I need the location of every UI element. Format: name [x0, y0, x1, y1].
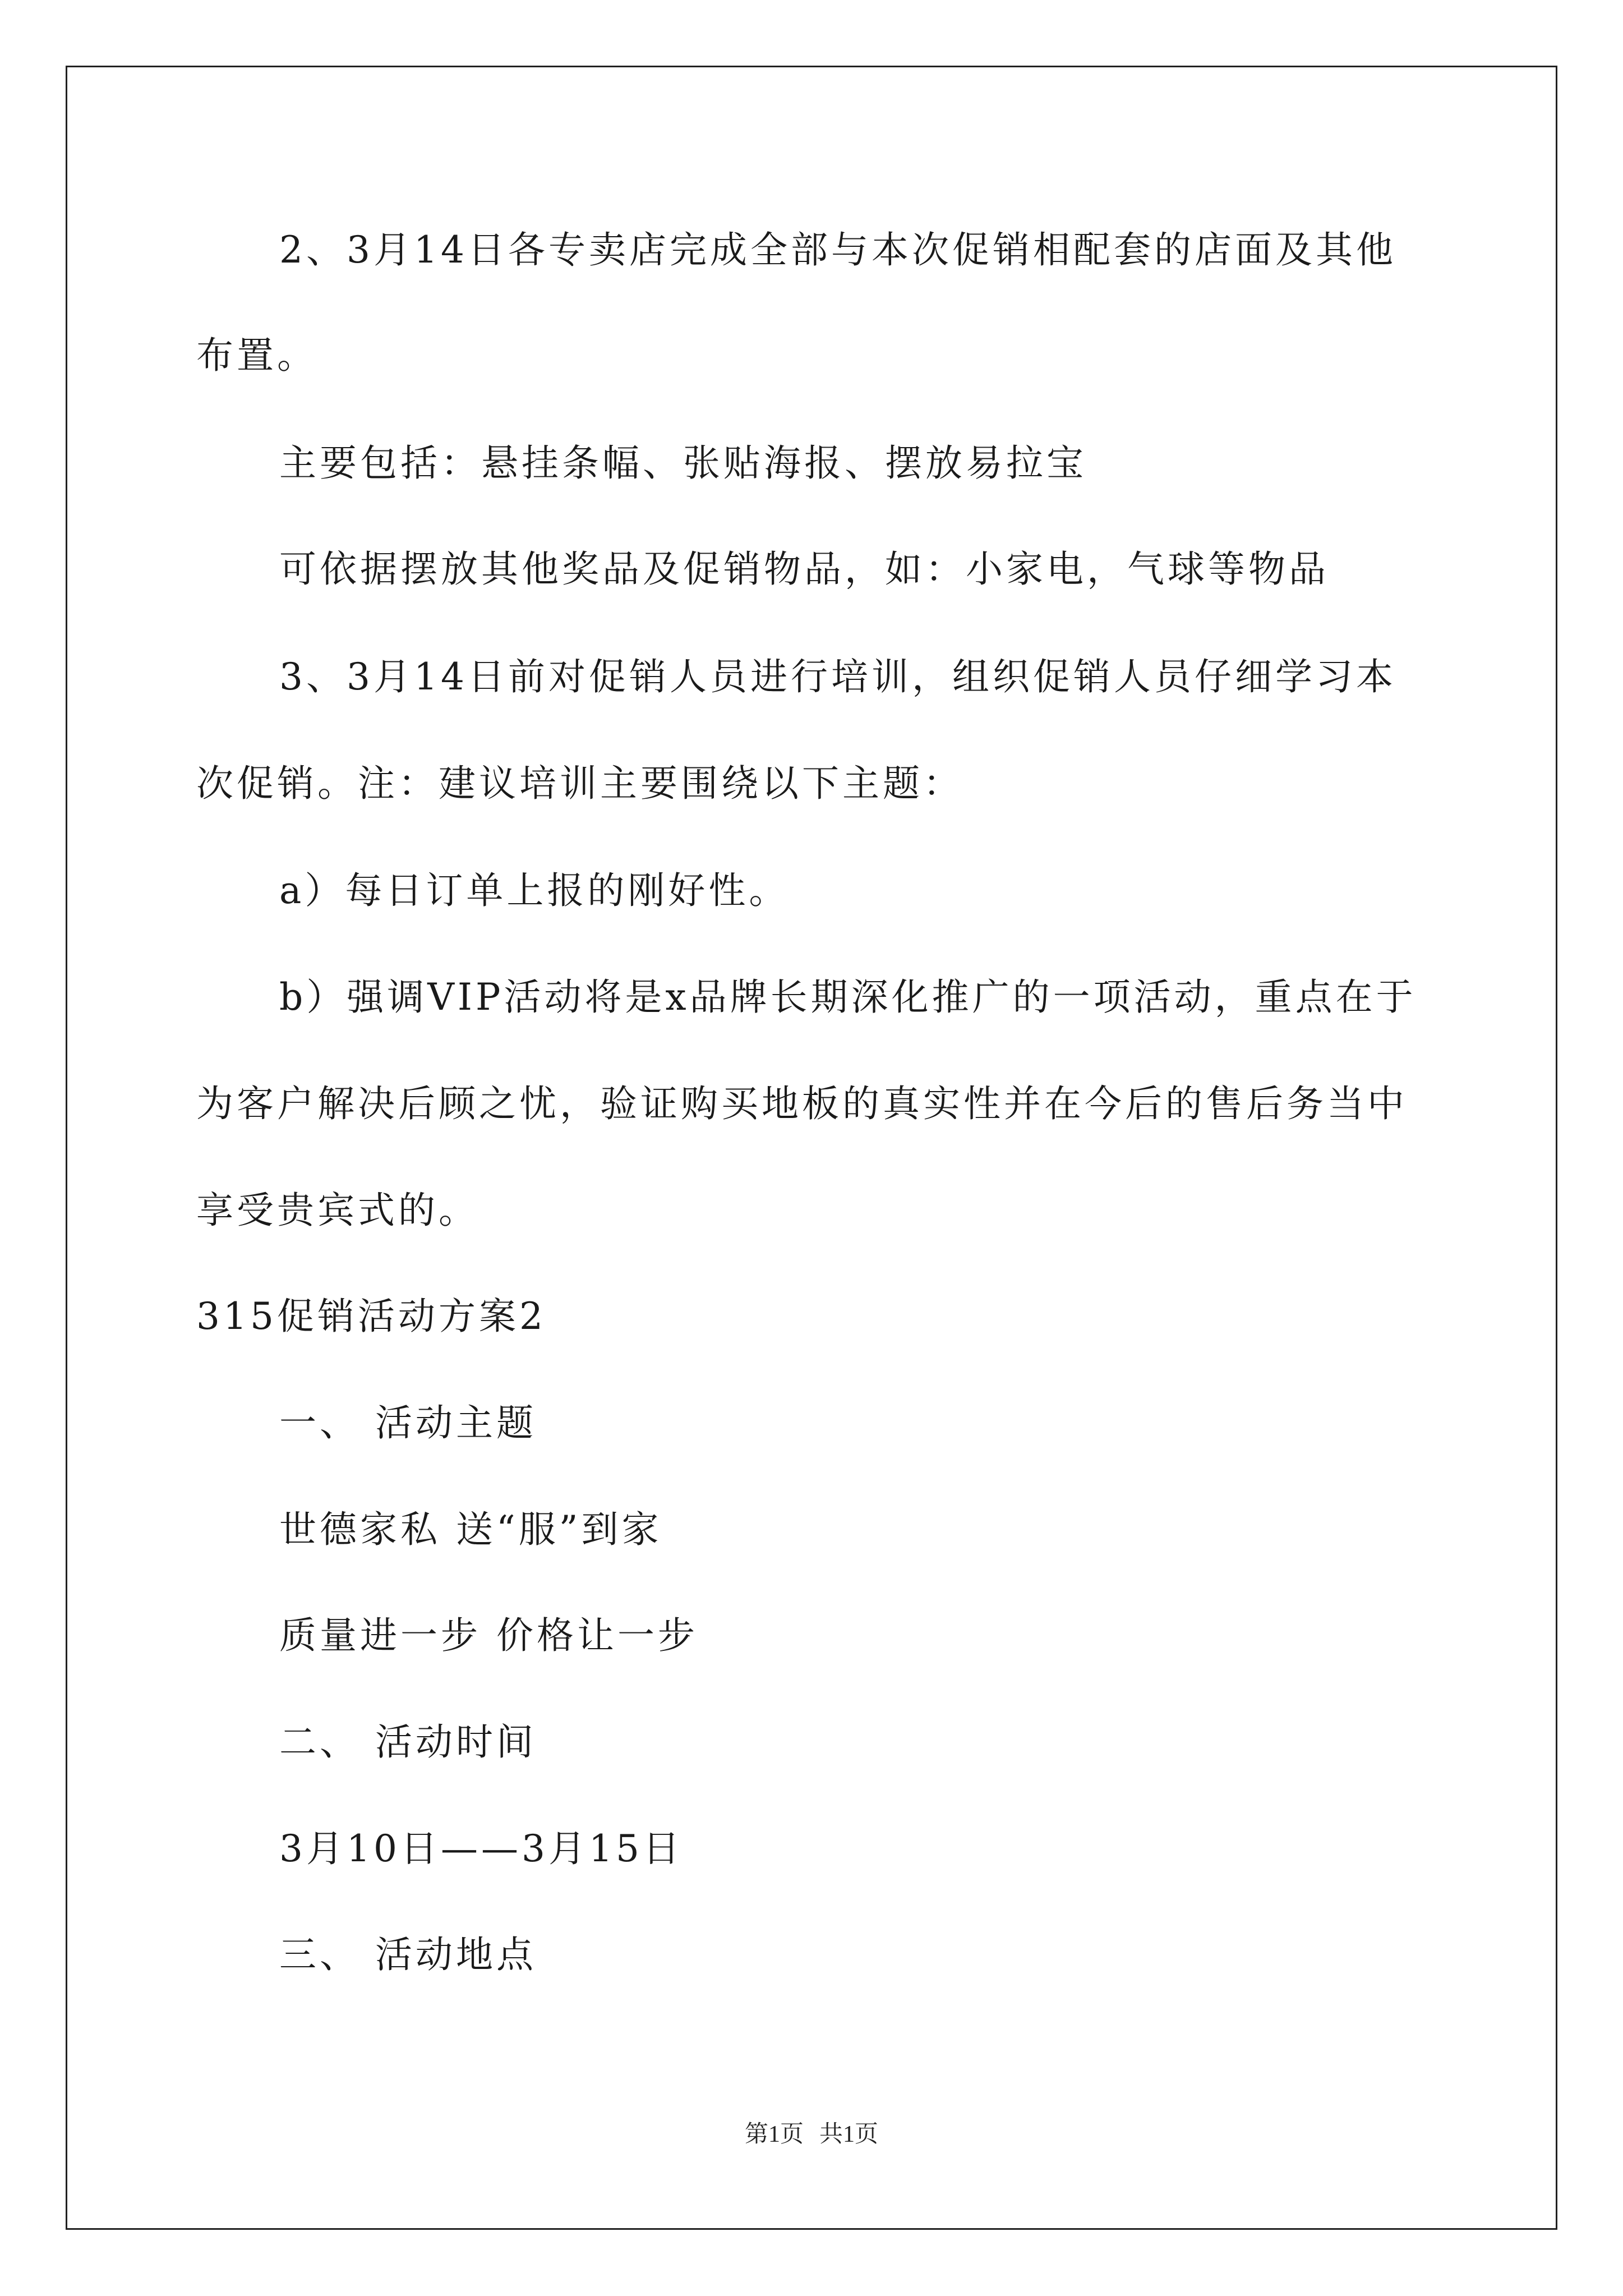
page-border [66, 66, 1557, 2230]
page-footer [0, 2118, 1623, 2151]
paragraph-line: 布置。 [196, 334, 317, 377]
paragraph-line: 3月10日——3月15日 [279, 1827, 683, 1870]
paragraph-line: 世德家私 送“服”到家 [279, 1508, 662, 1551]
heading-item: 三、 活动地点 [279, 1933, 537, 1976]
paragraph-line: a）每日订单上报的刚好性。 [279, 869, 790, 912]
paragraph-line: 主要包括：悬挂条幅、张贴海报、摆放易拉宝 [279, 441, 1087, 485]
page-number-total: 共1页 [819, 2122, 879, 2147]
paragraph-line: 次促销。注：建议培训主要围绕以下主题： [196, 762, 963, 805]
page-number-current: 第1页 [744, 2122, 804, 2147]
paragraph-line: 3、3月14日前对促销人员进行培训，组织促销人员仔细学习本 [279, 655, 1396, 698]
paragraph-line: 可依据摆放其他奖品及促销物品，如：小家电，气球等物品 [279, 547, 1329, 591]
section-title: 315促销活动方案2 [196, 1295, 546, 1338]
paragraph-line: 质量进一步 价格让一步 [279, 1614, 698, 1657]
paragraph-line: 为客户解决后顾之忧，验证购买地板的真实性并在今后的售后务当中 [196, 1082, 1408, 1125]
paragraph-line: 享受贵宾式的。 [196, 1189, 479, 1232]
paragraph-line: b）强调VIP活动将是x品牌长期深化推广的一项活动，重点在于 [279, 976, 1417, 1019]
heading-item: 二、 活动时间 [279, 1720, 537, 1764]
heading-item: 一、 活动主题 [279, 1401, 537, 1444]
paragraph-line: 2、3月14日各专卖店完成全部与本次促销相配套的店面及其他 [279, 228, 1396, 272]
